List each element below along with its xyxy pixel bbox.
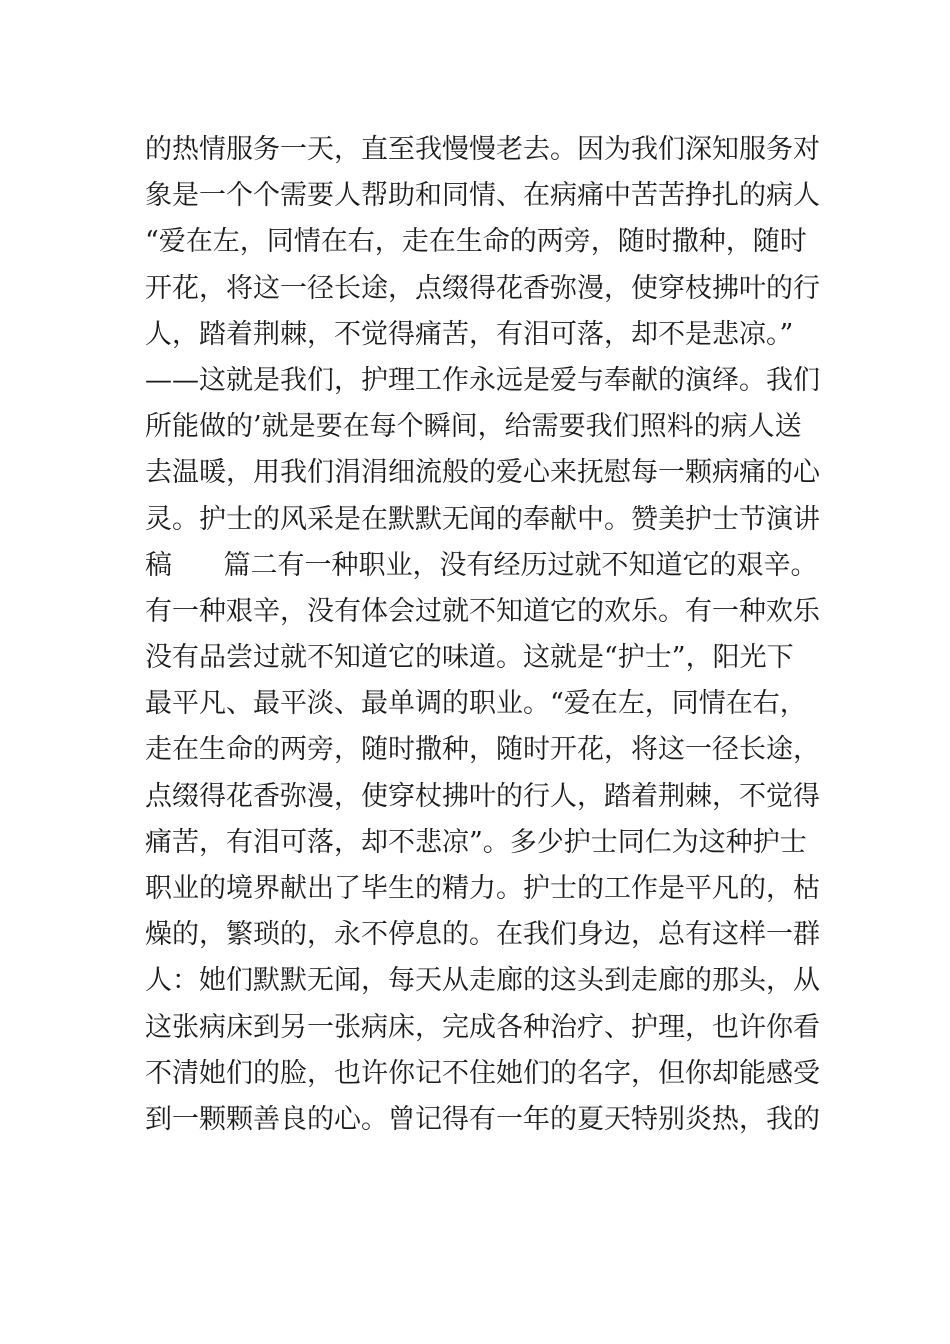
text-line: 走在生命的两旁，随时撒种，随时开花，将这一径长途， (145, 734, 820, 766)
text-line: 燥的，繁琐的，永不停息的。在我们身边，总有这样一群 (145, 919, 820, 951)
text-line: 人，踏着荆棘，不觉得痛苦，有泪可落，却不是悲凉。” (145, 318, 794, 350)
text-line: 不清她们的脸，也许你记不住她们的名字，但你却能感受 (145, 1057, 820, 1089)
body-text (145, 127, 825, 1143)
text-line: 到一颗颗善良的心。曾记得有一年的夏天特别炎热，我的 (145, 1103, 820, 1135)
text-line: 最平凡、最平淡、最单调的职业。“爱在左，同情在右， (145, 688, 807, 720)
text-line: 象是一个个需要人帮助和同情、在病痛中苦苦挣扎的病人 (145, 180, 820, 212)
text-line: 所能做的’就是要在每个瞬间，给需要我们照料的病人送 (145, 411, 802, 443)
text-line: 开花，将这一径长途，点缀得花香弥漫，使穿枝拂叶的行 (145, 272, 820, 304)
text-line: 这张病床到另一张病床，完成各种治疗、护理，也许你看 (145, 1011, 820, 1043)
text-line: 有一种艰辛，没有体会过就不知道它的欢乐。有一种欢乐 (145, 595, 820, 627)
text-line: 人：她们默默无闻，每天从走廊的这头到走廊的那头，从 (145, 965, 820, 997)
text-line: 稿 篇二有一种职业，没有经历过就不知道它的艰辛。 (145, 549, 818, 581)
text-line: 点缀得花香弥漫，使穿杖拂叶的行人，踏着荆棘，不觉得 (145, 780, 820, 812)
text-line: 职业的境界献出了毕生的精力。护士的工作是平凡的，枯 (145, 873, 820, 904)
text-line: 去温暖，用我们涓涓细流般的爱心来抚慰每一颗病痛的心 (145, 457, 820, 489)
text-line: ——这就是我们，护理工作永远是爱与奉献的演绎。我们 (145, 364, 820, 396)
text-line: “爱在左，同情在右，走在生命的两旁，随时撒种，随时 (145, 226, 807, 258)
text-line: 痛苦，有泪可落，却不悲凉”。多少护士同仁为这种护士 (145, 826, 807, 858)
text-line: 灵。护士的风采是在默默无闻的奉献中。赞美护士节演讲 (145, 503, 820, 535)
text-line: 没有品尝过就不知道它的味道。这就是“护士”，阳光下 (145, 642, 794, 674)
text-line: 的热情服务一天，直至我慢慢老去。因为我们深知服务对 (145, 134, 820, 165)
